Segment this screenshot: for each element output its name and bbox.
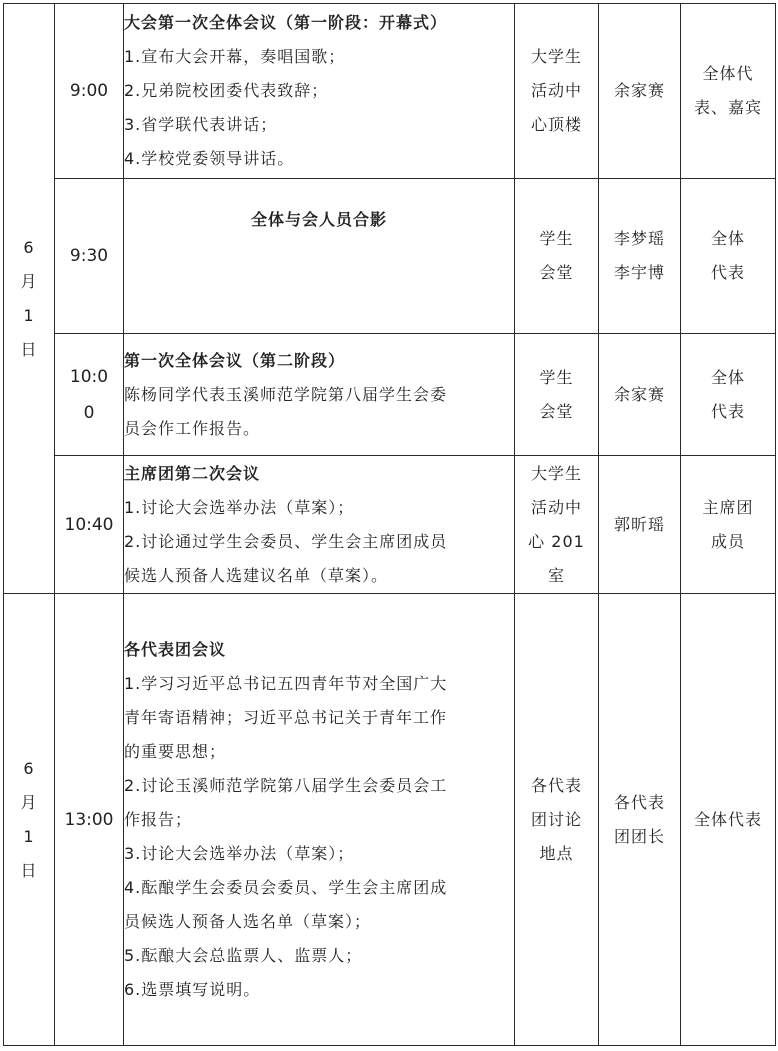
attendees-cell: 全体代表 [681,594,776,1046]
agenda-line: 4.学校党委领导讲话。 [124,149,295,168]
time-cell: 13:00 [55,594,124,1046]
agenda-line: 1.宣布大会开幕，奏唱国歌； [124,47,346,66]
agenda-title: 全体与会人员合影 [250,210,387,229]
agenda-title: 大会第一次全体会议（第一阶段：开幕式） [124,13,448,32]
person-in-charge-cell: 各代表 团团长 [599,594,681,1046]
attendees-cell: 全体 代表 [681,334,776,456]
agenda-line: 2.兄弟院校团委代表致辞； [124,81,329,100]
table-row [4,456,776,594]
agenda-cell [124,594,515,1046]
agenda-line: 2.讨论通过学生会委员、学生会主席团成员 [124,531,448,551]
agenda-line: 2.讨论玉溪师范学院第八届学生会委员会工 [124,775,448,795]
table-row [4,4,776,179]
attendees-cell: 全体 代表 [681,179,776,334]
agenda-cell [124,179,515,334]
attendees-cell: 全体代 表、嘉宾 [681,4,776,179]
agenda-line: 1.讨论大会选举办法（草案）； [124,497,355,517]
person-in-charge-cell: 郭昕瑶 [599,456,681,594]
agenda-cell [124,456,515,594]
agenda-line: 陈杨同学代表玉溪师范学院第八届学生会委 [124,384,448,404]
person-in-charge-cell: 李梦瑶 李宇博 [599,179,681,334]
agenda-cell [124,4,515,179]
schedule-table [3,3,776,1046]
venue-cell: 大学生 活动中 心 201 室 [515,456,599,594]
agenda-line: 作报告； [124,809,193,829]
agenda-line: 青年寄语精神；习近平总书记关于青年工作 [124,707,448,727]
time-cell: 9:30 [55,179,124,334]
attendees-cell: 主席团 成员 [681,456,776,594]
agenda-line: 4.酝酿学生会委员会委员、学生会主席团成 [124,877,448,897]
venue-cell: 各代表 团讨论 地点 [515,594,599,1046]
agenda-line: 员候选人预备人选名单（草案）； [124,911,372,931]
date-cell: 6 月 1 日 [4,4,55,594]
venue-cell: 学生 会堂 [515,334,599,456]
table-row [4,334,776,456]
person-in-charge-cell: 余家赛 [599,4,681,179]
time-cell: 10:0 0 [55,334,124,456]
table-row [4,594,776,1046]
time-cell: 9:00 [55,4,124,179]
agenda-title: 主席团第二次会议 [124,463,261,483]
agenda-line: 5.酝酿大会总监票人、监票人； [124,945,363,965]
agenda-title: 第一次全体会议（第二阶段） [124,350,346,370]
agenda-line: 3.讨论大会选举办法（草案）； [124,843,355,863]
venue-cell: 学生 会堂 [515,179,599,334]
agenda-line: 1.学习习近平总书记五四青年节对全国广大 [124,673,448,693]
agenda-line: 6.选票填写说明。 [124,979,261,999]
agenda-line: 员会作工作报告。 [124,418,261,438]
agenda-line: 候选人预备人选建议名单（草案）。 [124,565,389,585]
date-cell: 6 月 1 日 [4,594,55,1046]
venue-cell: 大学生 活动中 心顶楼 [515,4,599,179]
time-cell: 10:40 [55,456,124,594]
agenda-line: 3.省学联代表讲话； [124,115,278,134]
person-in-charge-cell: 余家赛 [599,334,681,456]
agenda-line: 的重要思想； [124,741,227,761]
agenda-cell [124,334,515,456]
agenda-title: 各代表团会议 [124,639,227,659]
table-row [4,179,776,334]
